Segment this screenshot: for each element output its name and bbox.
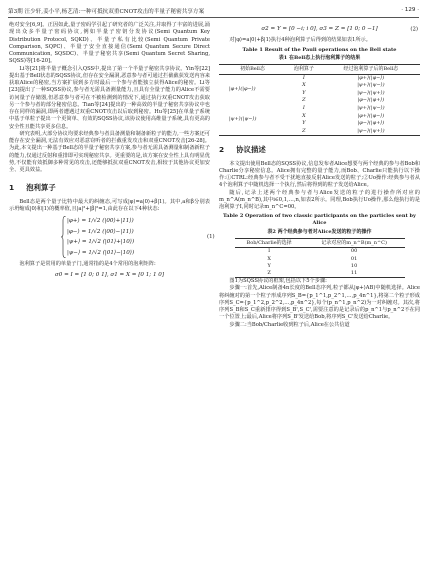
table-cell: 00: [350, 248, 358, 255]
table-cell: |φ−⟩(|φ+⟩): [357, 120, 385, 127]
paragraph: 对|φ⟩=a|0⟩+β|1⟩执行4种泡利算子后得到的结果如表1所示。: [229, 37, 371, 44]
table-row: [219, 74, 420, 82]
table-row: [219, 105, 420, 113]
table-cell: |ψ−⟩(|ψ+⟩): [357, 127, 385, 134]
bell-state-phi-plus: |φ+⟩ = 1/√2 (|00⟩+|11⟩): [67, 218, 134, 224]
table-cell: |φ+⟩(|φ−⟩): [357, 74, 385, 81]
bell-state-psi-minus: |ψ−⟩ = 1/√2 (|01⟩−|10⟩): [67, 249, 135, 256]
bell-state-psi-plus: |ψ+⟩ = 1/√2 (|01⟩+|10⟩): [67, 239, 135, 245]
table-row: [235, 248, 405, 256]
table-cell: Y: [302, 89, 306, 96]
left-column: [9, 22, 215, 284]
table-cell: X: [267, 255, 271, 262]
table-cell: I: [302, 105, 305, 112]
table-cell: Z: [302, 97, 306, 104]
table-cell: 11: [350, 270, 358, 277]
table-2: [235, 238, 405, 278]
bell-state-phi-minus: |φ−⟩ = 1/√2 (|00⟩−|11⟩): [67, 228, 134, 235]
paragraph: Li等[21]将半量子概念引入QSS中,提出了第一个半量子秘密共享协议。Yin等[22]提出基于Bell状态的SQSS协议,但存在安全漏洞,恶意参与者可通过拦截截获发送内容来获取Alice的秘密,当方案扩展到多方时最后一个参与者能独立获得Alice的秘密。Li等[23]提出了一种SQSS协议,参与者无需具备测量能力,且具有全量子能力的Alice不需要访问量子存储器,但恶意参与者可在不被检测到的情况下,通过执行双重CNOT攻击获取另一个参与者的部分秘密信息。Tian等[24]提出的一种高效的半量子秘密共享协议中也存在同样的漏洞,即两者遭遇过双重CNOT攻击以后取到秘密。Hu等[25]在单量子系统中基于单粒子提出一个更简单、有效的SQSS协议,该协议使用高维量子系统,具有更高的安全性且能共享更多信息。: [9, 65, 210, 130]
paragraph: Bell态是两个量子比特中最大的纠缠态,可写成|φ⟩=a|0⟩+β|1⟩。其中,a和β分别表示坍缩成|0⟩和|1⟩的概率值,且|a|²+|β|²=1,由此存在以下4种状态:: [9, 198, 210, 212]
paragraph: 步骤一:首先,Alice制备4n长度的Bell态序列,粒子都从|φ+⟩AB⟩中随机选择。Alice将纠缠对的第一个粒子形成序列S_B={p_1^1,p_2^1,…,p_4n^1},将第二个粒子形成序列S_C={p_1^2,p_2^2,…,p_4n^2},每个(p_n^1,p_n^2)为一对纠缠对。其次,将序列S_B和S_C重新排序得到S_B',S_C',需要注意的是记录后的p_n^1与p_n^2不在同一个位置上;最后,Alice将序列S_B'发送给Bob,将序列S_C'发送给Charlie。: [219, 285, 420, 321]
paragraph: 步骤二:当Bob/Charlie收到粒子后,Alice在公共信道: [229, 321, 350, 328]
table-cell: |ψ+⟩(|ψ−⟩): [357, 82, 385, 89]
table2-header: Bob/Charlie的选择: [235, 238, 304, 248]
equation-text: σ2 = Y = [0 −i; i 0], σ3 = Z = [1 0; 0 −1]: [261, 26, 378, 32]
equation-text: σ0 = I = [1 0; 0 1], σ1 = X = [0 1; 1 0]: [54, 272, 165, 279]
pauli-equation-1: [9, 272, 210, 279]
running-header: [8, 6, 419, 18]
page-number: · 129 ·: [401, 7, 419, 13]
section-heading-2: [219, 146, 420, 153]
table-cell: 01: [350, 255, 358, 262]
table-1: [219, 64, 420, 136]
table-cell: |ψ+⟩(|ψ−⟩): [357, 105, 385, 112]
table-row: [235, 270, 405, 278]
table2-caption-en: Table 2 Operation of two classic participants on the particles sent by Alice: [223, 213, 416, 227]
bell-states-equation: [67, 216, 215, 258]
paragraph: 绝对安全[6,9]。正因如此,量子密码学引起了研究者的广泛关注,并取得了丰富的进展,涌现出众多半量子密码协议,例如半量子密钥分发协议(Semi Quantum Key Distribution Protocol, SQKD)、半量子私有比较(Semi Quantum Private Comparison, SQPC)、半量子安全直接通信(Semi Quantum Secure Direct Communication, SQSDC)、半量子秘密共享(Semi Quantum Secret Sharing, SQSS)等[16-20]。: [9, 22, 210, 65]
equation-number: (1): [207, 233, 215, 240]
section-number: 1: [9, 183, 15, 193]
pauli-equation-2: [219, 26, 420, 33]
left-brace: [61, 216, 67, 258]
table2-caption-zh: 表2 两个经典参与者对Alice发送的粒子的操作: [267, 229, 372, 236]
paragraph: 本文提出使用Bell态的SQSS协议,信息发布者Alice想要与两个经典的参与者Bob和Charlie分享秘密信息。Alice拥有完整的量子能力,而Bob、Charlie只能执行以下操作:①CTRL:经典参与者不受干扰地直接反射Alice发送的粒子;②Uo操作:经典参与者从4个泡利算子中随机选择一个执行,然后将得到的粒子发送给Alice。: [219, 160, 420, 189]
equation-number: (2): [410, 26, 418, 32]
table-cell: X: [302, 82, 306, 89]
running-title: 第3期 汪少轩,姜小平,杨艺清:一种可抵抗双重CNOT攻击的半量子秘密共享方案: [8, 9, 205, 15]
table1-header: 经过泡利算子后的Bell态: [322, 65, 420, 75]
paragraph: 随后,记录上述两个经典参与者与Alice发送的粒子的进行操作所对应的m_n^A(m_n^B),其中i∈0,1,…,n,如表2所示。同理,Bob执行Uo操作,那么他执行的是泡利算子I,同时记录m_n^C=00。: [219, 189, 420, 211]
table-row: [235, 256, 405, 263]
section-number: 2: [219, 145, 225, 155]
paragraph: 泡利算子是常用的单量子门,通常指的是4个常用的泡利矩阵:: [19, 261, 156, 267]
table-cell: |φ+⟩(|φ−⟩): [229, 86, 256, 93]
table-cell: Z: [302, 127, 306, 134]
table-cell: Z: [267, 270, 271, 277]
table2-header: 记录对应的m_n^B(m_n^C): [304, 238, 405, 248]
table-row: [235, 263, 405, 270]
paragraph: 图1为SQSS协议的框架,包括以下5个步骤:: [229, 278, 327, 285]
table1-header: 初始Bell态: [219, 65, 286, 75]
table1-caption-zh: 表1 在Bell态上执行泡利算子的结果: [278, 55, 361, 62]
table1-caption-en: Table 1 Result of the Pauli operations on the Bell state: [242, 46, 397, 53]
section-title: 协议描述: [236, 145, 266, 155]
table-cell: |φ+⟩(|φ−⟩): [357, 112, 385, 119]
section-title: 泡利算子: [26, 183, 56, 193]
table-cell: |ψ−⟩(|ψ+⟩): [357, 89, 385, 96]
table-cell: Y: [267, 262, 271, 269]
table-cell: |φ−⟩(|φ+⟩): [357, 97, 385, 104]
table-cell: 10: [350, 262, 358, 269]
section-heading-1: [9, 184, 210, 191]
table-cell: Y: [302, 120, 306, 127]
table1-header: 泡利算子: [286, 65, 322, 75]
table-cell: X: [302, 112, 306, 119]
paragraph: 研究表明,大部分协议均要求经典参与者具备测量和制备新粒子的能力,一些方案还可能存在安全漏洞,无法有效应对恶意窃听者的拦截重发攻击和双重CNOT攻击[26-28]。为此,本文提出一种基于Bell态的半量子秘密共享方案,参与者无需具备测量和制备新粒子的能力,仅通过反射和重排即可实现秘密共享。更重要的是,该方案在安全性上具有明显优势,不仅能有效抵御多种常见的攻击,还能够抵抗双重CNOT攻击,相较于其他协议更加安全、更具效益。: [9, 130, 210, 173]
table-cell: I: [268, 248, 271, 255]
table-cell: |ψ+⟩(|ψ−⟩): [229, 116, 257, 123]
table-cell: I: [302, 74, 305, 81]
right-column: [219, 22, 420, 329]
